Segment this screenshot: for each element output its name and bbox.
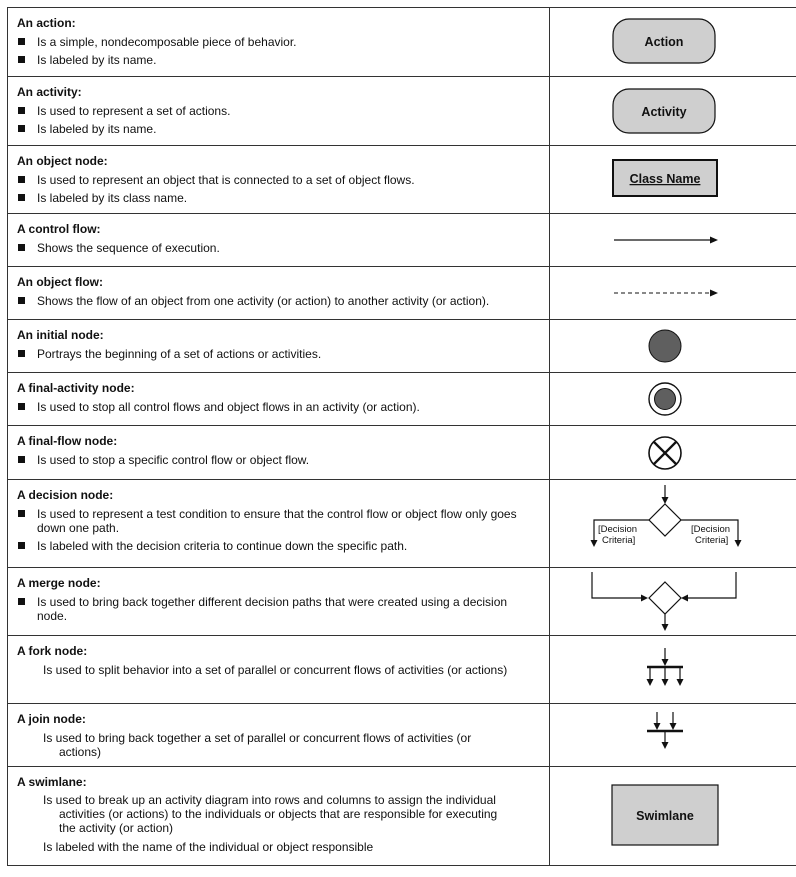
bullet-item: Is a simple, nondecomposable piece of behavior.	[17, 35, 549, 49]
row-symbol	[550, 480, 796, 568]
term: A swimlane:	[17, 775, 87, 789]
join-node-symbol	[550, 704, 796, 766]
row-description	[8, 8, 550, 77]
swimlane-symbol	[550, 767, 796, 865]
decision-node-symbol	[550, 480, 796, 567]
initial-node-symbol	[550, 320, 796, 372]
activity-diagram-legend-table	[7, 7, 796, 866]
bullet-item: Is used to represent a test condition to ensure that the control flow or object flow only goes down one path.	[17, 507, 549, 535]
term: An action:	[17, 16, 76, 30]
row-symbol	[550, 8, 796, 77]
row-symbol	[550, 704, 796, 767]
class-name-label: Class Name	[629, 172, 701, 186]
term: A merge node:	[17, 576, 101, 590]
object-flow-symbol	[550, 267, 796, 319]
decision-criteria-left-line2: Criteria]	[602, 535, 636, 546]
activity-label: Activity	[641, 105, 687, 119]
legend-row-object-flow	[8, 267, 796, 320]
control-flow-symbol	[550, 214, 796, 266]
bullet-item: Is labeled by its name.	[17, 122, 549, 136]
row-description	[8, 426, 550, 480]
row-description	[8, 636, 550, 704]
term: A fork node:	[17, 644, 88, 658]
legend-row-final-activity-node	[8, 373, 796, 426]
merge-node-symbol	[550, 568, 796, 635]
bullet-item: Is labeled with the decision criteria to continue down the specific path.	[17, 539, 549, 553]
legend-row-action	[8, 8, 796, 77]
row-description	[8, 146, 550, 214]
bullet-item: Is labeled by its name.	[17, 53, 549, 67]
term: A join node:	[17, 712, 86, 726]
bullet-item: Is used to stop a specific control flow or object flow.	[17, 453, 549, 467]
legend-row-activity	[8, 77, 796, 146]
row-symbol	[550, 267, 796, 320]
row-description	[8, 267, 550, 320]
bullet-item: Is used to represent a set of actions.	[17, 104, 549, 118]
action-symbol	[550, 8, 796, 76]
term: An object node:	[17, 154, 108, 168]
final-flow-node-symbol	[550, 426, 796, 479]
object-node-symbol	[550, 146, 796, 213]
activity-symbol	[550, 77, 796, 145]
decision-criteria-right-line1: [Decision	[691, 524, 731, 535]
bullet-item: Shows the sequence of execution.	[17, 241, 549, 255]
row-symbol	[550, 636, 796, 704]
bullet-item: Portrays the beginning of a set of actions or activities.	[17, 347, 549, 361]
row-symbol	[550, 568, 796, 636]
row-symbol	[550, 146, 796, 214]
row-description	[8, 704, 550, 767]
row-description	[8, 480, 550, 568]
legend-row-join-node	[8, 704, 796, 767]
row-symbol	[550, 214, 796, 267]
legend-row-initial-node	[8, 320, 796, 373]
term: A control flow:	[17, 222, 101, 236]
legend-row-object-node	[8, 146, 796, 214]
bullet-item: Is used to represent an object that is connected to a set of object flows.	[17, 173, 549, 187]
legend-row-fork-node	[8, 636, 796, 704]
bullet-item: Is used to stop all control flows and object flows in an activity (or action).	[17, 400, 549, 414]
row-symbol	[550, 77, 796, 146]
term: A final-activity node:	[17, 381, 135, 395]
legend-row-control-flow	[8, 214, 796, 267]
final-activity-node-symbol	[550, 373, 796, 425]
row-description	[8, 568, 550, 636]
term: An initial node:	[17, 328, 104, 342]
decision-criteria-right-line2: Criteria]	[695, 535, 729, 546]
decision-criteria-left-line1: [Decision	[598, 524, 638, 535]
row-symbol	[550, 426, 796, 480]
row-description	[8, 767, 550, 866]
description-item: Is used to break up an activity diagram into rows and columns to assign the individual activities (or actions) to the individuals or objects that are responsible for executing the activity (or action)	[43, 793, 498, 835]
row-symbol	[550, 767, 796, 866]
bullet-item: Is labeled by its class name.	[17, 191, 549, 205]
row-description	[8, 77, 550, 146]
row-symbol	[550, 373, 796, 426]
row-description	[8, 214, 550, 267]
bullet-item: Is used to bring back together different decision paths that were created using a decision node.	[17, 595, 549, 623]
term: A final-flow node:	[17, 434, 118, 448]
description-item: Is labeled with the name of the individual or object responsible	[43, 840, 374, 854]
term: An object flow:	[17, 275, 103, 289]
term: An activity:	[17, 85, 82, 99]
row-symbol	[550, 320, 796, 373]
swimlane-label: Swimlane	[636, 809, 694, 823]
row-description	[8, 373, 550, 426]
legend-row-swimlane	[8, 767, 796, 866]
term: A decision node:	[17, 488, 114, 502]
fork-node-symbol	[550, 636, 796, 703]
legend-row-final-flow-node	[8, 426, 796, 480]
description-item: Is used to split behavior into a set of parallel or concurrent flows of activities (or actions)	[43, 663, 508, 677]
row-description	[8, 320, 550, 373]
legend-row-decision-node	[8, 480, 796, 568]
description-item: Is used to bring back together a set of parallel or concurrent flows of activities (or actions)	[43, 731, 472, 759]
legend-row-merge-node	[8, 568, 796, 636]
action-label: Action	[644, 35, 684, 49]
bullet-item: Shows the flow of an object from one activity (or action) to another activity (or action).	[17, 294, 549, 308]
